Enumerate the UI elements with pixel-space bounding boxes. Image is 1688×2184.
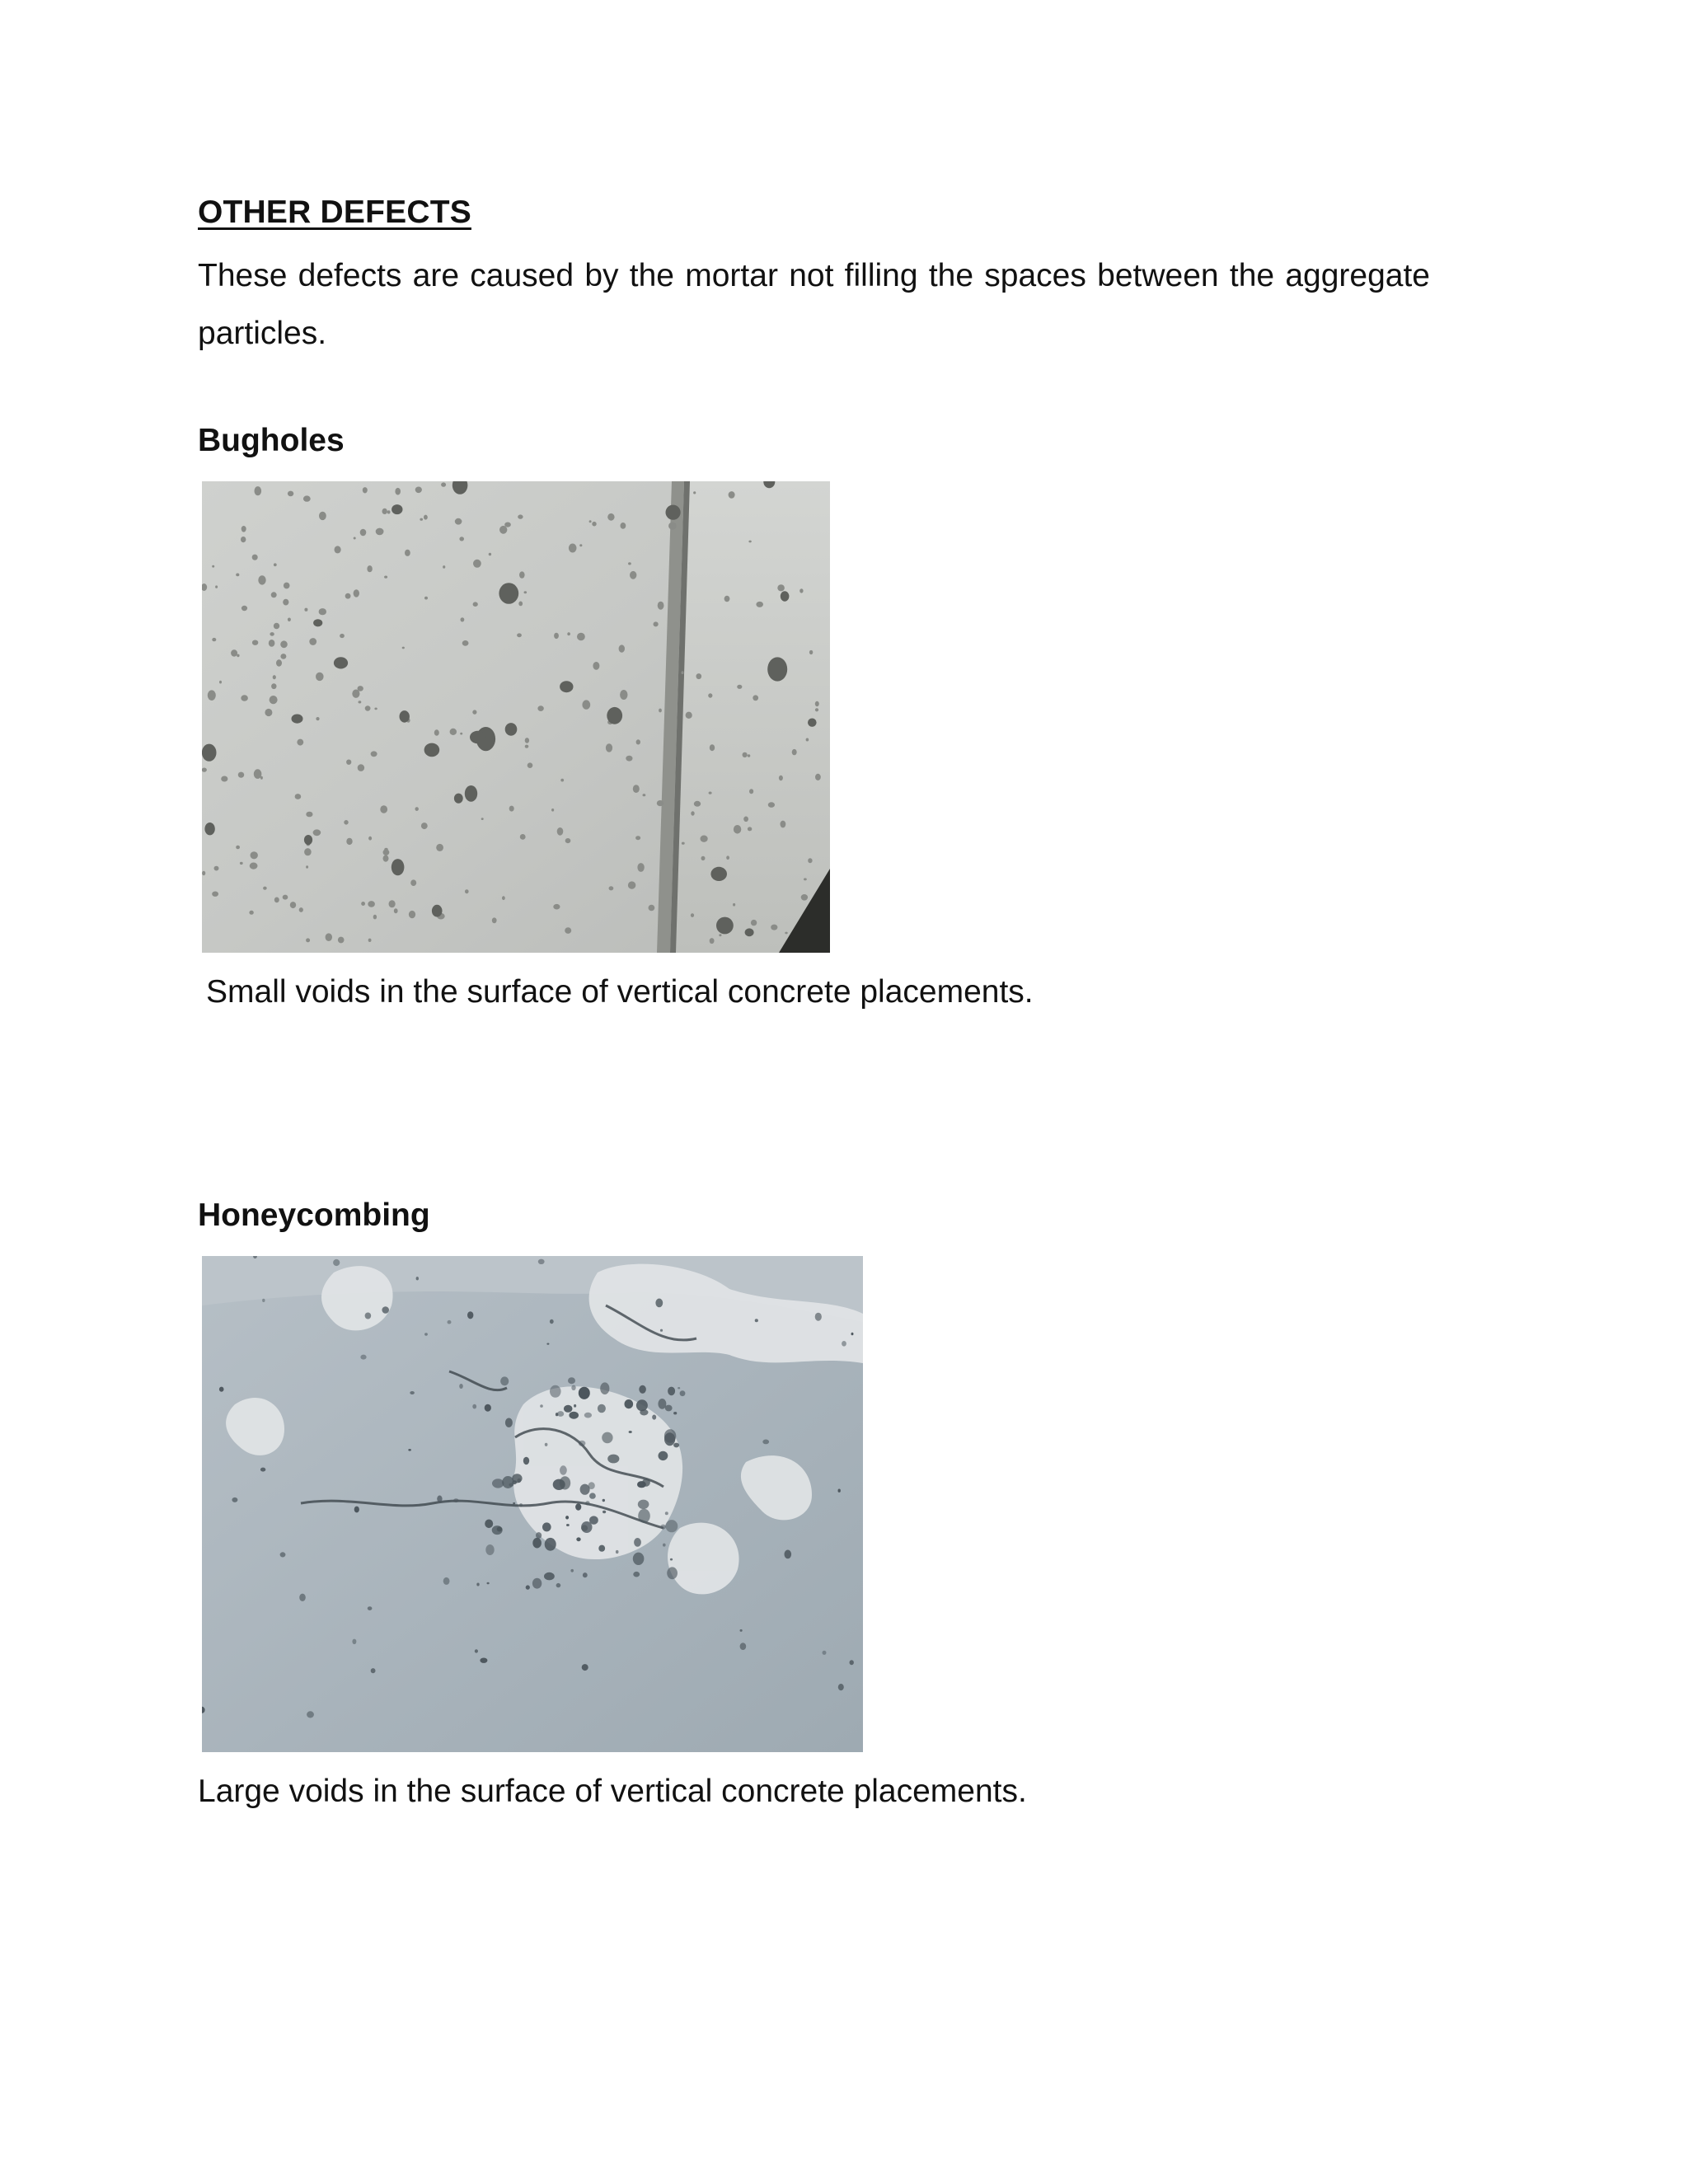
concrete-bugholes-image <box>202 481 830 953</box>
bugholes-heading: Bugholes <box>198 423 345 458</box>
concrete-honeycombing-image <box>202 1256 863 1752</box>
honeycombing-photo <box>202 1256 863 1752</box>
bugholes-photo <box>202 481 830 953</box>
section-title: OTHER DEFECTS <box>198 194 471 230</box>
bugholes-caption: Small voids in the surface of vertical concrete placements. <box>206 974 1034 1010</box>
honeycombing-caption: Large voids in the surface of vertical concrete placements. <box>198 1774 1027 1809</box>
intro-paragraph: These defects are caused by the mortar not filling the spaces between the aggregate particles. <box>198 258 1430 351</box>
honeycombing-heading: Honeycombing <box>198 1197 430 1233</box>
